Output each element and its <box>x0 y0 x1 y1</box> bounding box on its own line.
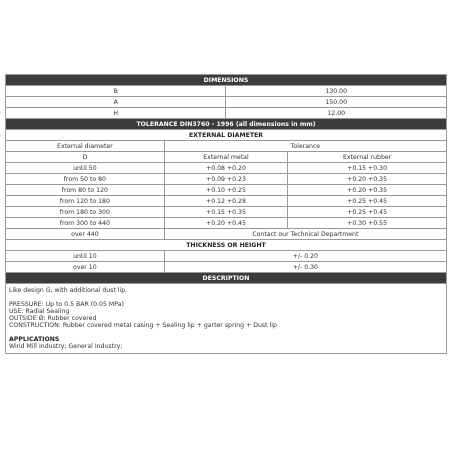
construction-text: CONSTRUCTION: Rubber covered metal casing + Sealing lip + garter spring + Dust lip <box>9 322 277 329</box>
thickness-title: THICKNESS OR HEIGHT <box>6 240 447 251</box>
metal-cell: +0.10 +0.25 <box>164 185 287 196</box>
rubber-cell: +0.30 +0.55 <box>288 218 447 229</box>
range-cell: from 50 to 80 <box>6 174 165 185</box>
metal-cell: +0.12 +0.28 <box>164 196 287 207</box>
tolerance-row <box>6 218 447 229</box>
use-text: USE: Radial Sealing <box>9 308 70 315</box>
spec-table <box>5 74 447 354</box>
tolerance-row <box>6 174 447 185</box>
metal-cell: +0.09 +0.23 <box>164 174 287 185</box>
contact-cell: Contact our Technical Department <box>164 229 446 240</box>
dimension-label: B <box>6 86 226 97</box>
dimensions-header-row <box>6 75 447 86</box>
tolerance-header-row <box>6 119 447 130</box>
col-external-metal: External metal <box>164 152 287 163</box>
range-cell: from 80 to 120 <box>6 185 165 196</box>
metal-cell: +0.20 +0.45 <box>164 218 287 229</box>
description-title: DESCRIPTION <box>6 273 447 284</box>
tolerance-row <box>6 163 447 174</box>
description-body-row <box>6 284 447 354</box>
col-tolerance: Tolerance <box>164 141 446 152</box>
rubber-cell: +0.25 +0.45 <box>288 207 447 218</box>
description-intro: Like design G, with additional dust lip. <box>9 287 128 294</box>
thickness-value: +/- 0.20 <box>164 251 446 262</box>
range-cell: over 10 <box>6 262 165 273</box>
applications-text: Wind Mill Industry; General Industry; <box>9 343 123 350</box>
col-external-rubber: External rubber <box>288 152 447 163</box>
tolerance-row <box>6 185 447 196</box>
dimension-label: A <box>6 97 226 108</box>
dimension-row-b <box>6 86 447 97</box>
col-d: D <box>6 152 165 163</box>
dimension-value: 130.00 <box>226 86 447 97</box>
tolerance-subheader-row <box>6 152 447 163</box>
range-cell: from 180 to 300 <box>6 207 165 218</box>
thickness-header-row <box>6 240 447 251</box>
range-cell: until 50 <box>6 163 165 174</box>
external-diameter-header-row <box>6 130 447 141</box>
thickness-value: +/- 0.30 <box>164 262 446 273</box>
dimension-row-a <box>6 97 447 108</box>
tolerance-column-header-row <box>6 141 447 152</box>
range-cell: over 440 <box>6 229 165 240</box>
metal-cell: +0.15 +0.35 <box>164 207 287 218</box>
tolerance-title: TOLERANCE DIN3760 - 1996 (all dimensions in mm) <box>6 119 447 130</box>
tolerance-row <box>6 196 447 207</box>
metal-cell: +0.08 +0.20 <box>164 163 287 174</box>
range-cell: from 300 to 440 <box>6 218 165 229</box>
range-cell: until 10 <box>6 251 165 262</box>
rubber-cell: +0.15 +0.30 <box>288 163 447 174</box>
thickness-row <box>6 262 447 273</box>
pressure-text: PRESSURE: Up to 0.5 BAR (0.05 MPa) <box>9 301 124 308</box>
external-diameter-title: EXTERNAL DIAMETER <box>6 130 447 141</box>
tolerance-row <box>6 207 447 218</box>
dimensions-title: DIMENSIONS <box>6 75 447 86</box>
dimension-value: 12.00 <box>226 108 447 119</box>
product-spec-sheet <box>5 74 447 354</box>
col-external-diameter: External diameter <box>6 141 165 152</box>
outside-text: OUTSIDE Ø: Rubber covered <box>9 315 97 322</box>
dimension-label: H <box>6 108 226 119</box>
dimension-value: 150.00 <box>226 97 447 108</box>
rubber-cell: +0.20 +0.35 <box>288 174 447 185</box>
applications-title: APPLICATIONS <box>9 336 60 343</box>
rubber-cell: +0.20 +0.35 <box>288 185 447 196</box>
tolerance-over-row <box>6 229 447 240</box>
description-header-row <box>6 273 447 284</box>
rubber-cell: +0.25 +0.45 <box>288 196 447 207</box>
dimension-row-h <box>6 108 447 119</box>
description-body <box>6 284 447 354</box>
range-cell: from 120 to 180 <box>6 196 165 207</box>
thickness-row <box>6 251 447 262</box>
